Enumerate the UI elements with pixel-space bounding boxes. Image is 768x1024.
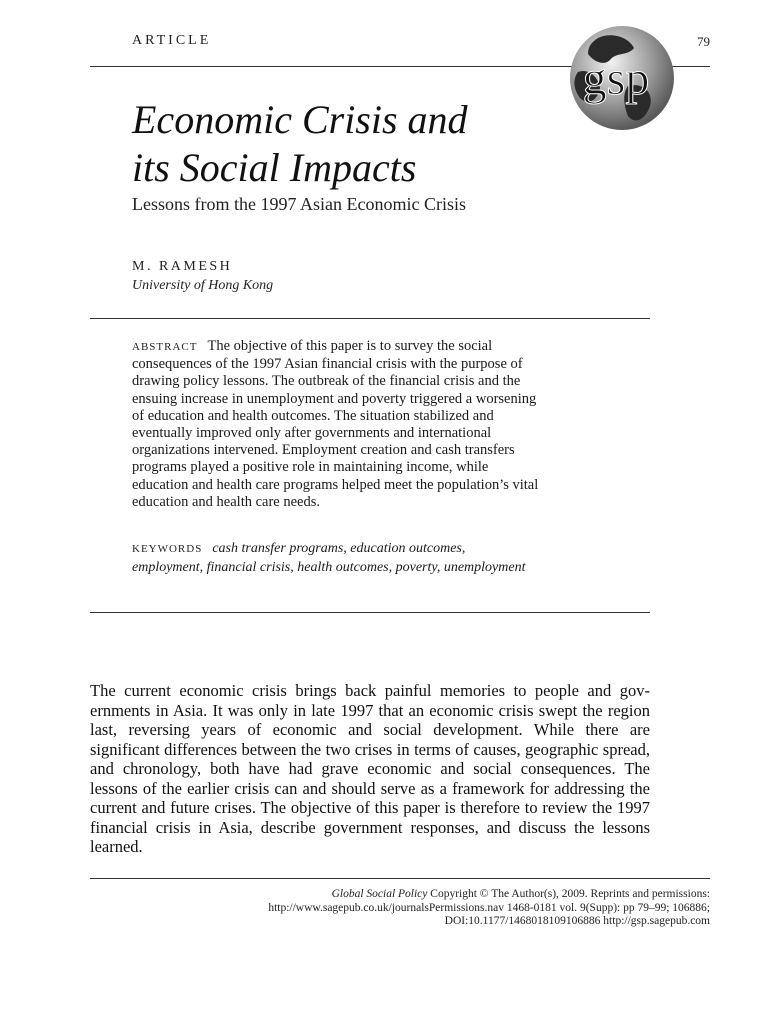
author-affiliation: University of Hong Kong xyxy=(132,278,274,293)
keywords-label: KEYWORDS xyxy=(132,543,203,555)
keywords-text: cash transfer programs, education outcomes, employment, financial crisis, health outcomes, poverty, unemployment xyxy=(132,541,526,575)
abstract-label: ABSTRACT xyxy=(132,341,198,353)
copyright-footer xyxy=(150,888,710,929)
journal-logo xyxy=(558,26,678,136)
section-rule xyxy=(90,318,650,319)
title-line-2: its Social Impacts xyxy=(132,145,417,190)
body-paragraph: The current economic crisis brings back painful memories to people and governments in Asia. It was only in late 1997 that an economic crisis swept the region last, reversing years of economic and social development. While there are significant differences between the two crises in terms of causes, geographic spread, and chronology, both have had grave economic and social consequences. The lessons of the earlier crisis can and should serve as a framework for addressing the current and future crises. The objective of this paper is therefore to review the 1997 financial crisis in Asia, describe government responses, and discuss the lessons learned. xyxy=(90,681,650,856)
running-head: ARTICLE xyxy=(132,33,212,48)
title-line-1: Economic Crisis and xyxy=(132,97,468,142)
abstract-block xyxy=(132,338,544,511)
section-rule xyxy=(90,612,650,613)
footer-line-3: DOI:10.1177/1468018109106886 http://gsp.sagepub.com xyxy=(444,915,710,927)
page-number: 79 xyxy=(697,34,710,49)
keywords-block xyxy=(132,540,532,576)
footer-line-2: http://www.sagepub.co.uk/journalsPermissions.nav 1468-0181 vol. 9(Supp): pp 79–99; 106886; xyxy=(268,901,710,914)
copyright-text: Copyright © The Author(s), 2009. Reprints and permissions: xyxy=(427,888,710,900)
footer-line-1 xyxy=(150,888,710,902)
article-subtitle: Lessons from the 1997 Asian Economic Crisis xyxy=(132,194,466,214)
article-title xyxy=(132,96,468,192)
footer-rule xyxy=(90,878,710,879)
author-name: M. RAMESH xyxy=(132,259,233,274)
journal-name: Global Social Policy xyxy=(331,888,428,900)
abstract-text: The objective of this paper is to survey the social consequences of the 1997 Asian financial crisis with the purpose of drawing policy lessons. The outbreak of the financial crisis and the ensuing increase in unemployment and poverty triggered a worsening of education and health outcomes. The situation stabilized and eventually improved only after governments and international organizations intervened. Employment creation and cash transfers programs played a positive role in maintaining income, while education and health care programs helped meet the population’s vital education and health care needs. xyxy=(132,338,539,510)
logo-wordmark: gsp xyxy=(582,52,650,105)
